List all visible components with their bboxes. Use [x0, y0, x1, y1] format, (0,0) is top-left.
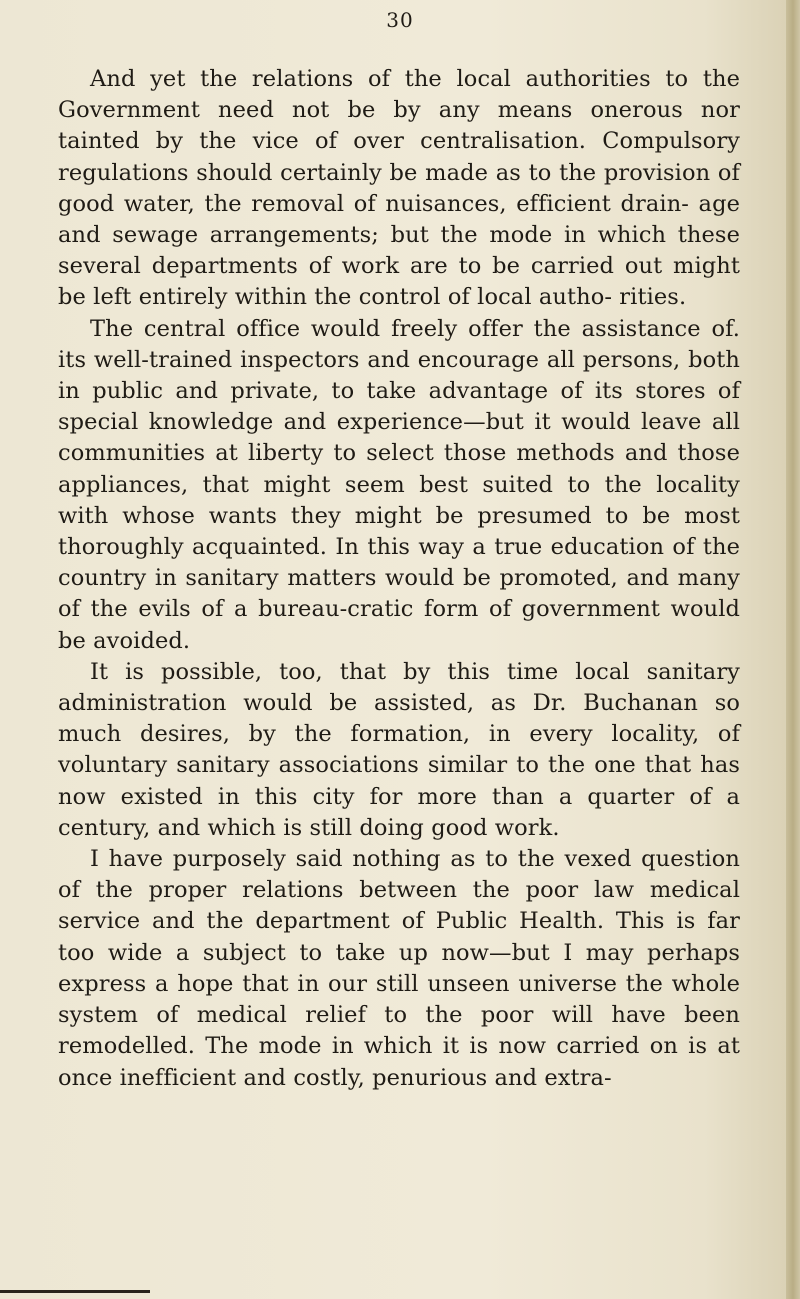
paragraph-2: The central office would freely offer the assistance of. its well-trained inspectors and encourage all persons, both in public and private, to take advantage of its stores of special knowledge and experience—but it would leave all communities at liberty to select those methods and those appliances, that might seem best suited to the locality with whose wants they might be presumed to be most thoroughly acquainted. In this way a true education of the country in sanitary matters would be promoted, and many of the evils of a bureau-cratic form of government would be avoided.	[58, 315, 740, 654]
paragraph-3: It is possible, too, that by this time local sanitary administration would be assisted, as Dr. Buchanan so much desires, by the formation, in every locality, of voluntary sanitary associations similar to the one that has now existed in this city for more than a quarter of a century, and which is still doing good work.	[58, 658, 740, 841]
body-text	[58, 64, 740, 1094]
page-edge-shadow	[786, 0, 800, 1299]
paragraph-1: And yet the relations of the local authorities to the Government need not be by any means onerous nor tainted by the vice of over centralisation. Compulsory regulations should certainly be made as to the provision of good water, the removal of nuisances, efficient drain- age and sewage arrangements; but the mode in which these several departments of work are to be carried out might be left entirely within the control of local autho- rities.	[58, 66, 740, 311]
paragraph-4: I have purposely said nothing as to the vexed question of the proper relations between the poor law medical service and the department of Public Health. This is far too wide a subject to take up now—but I may perhaps express a hope that in our still unseen universe the whole system of medical relief to the poor will have been remodelled. The mode in which it is now carried on is at once inefficient and costly, penurious and extra-	[58, 846, 740, 1091]
bottom-rule	[0, 1290, 150, 1293]
page-number: 30	[386, 8, 414, 32]
